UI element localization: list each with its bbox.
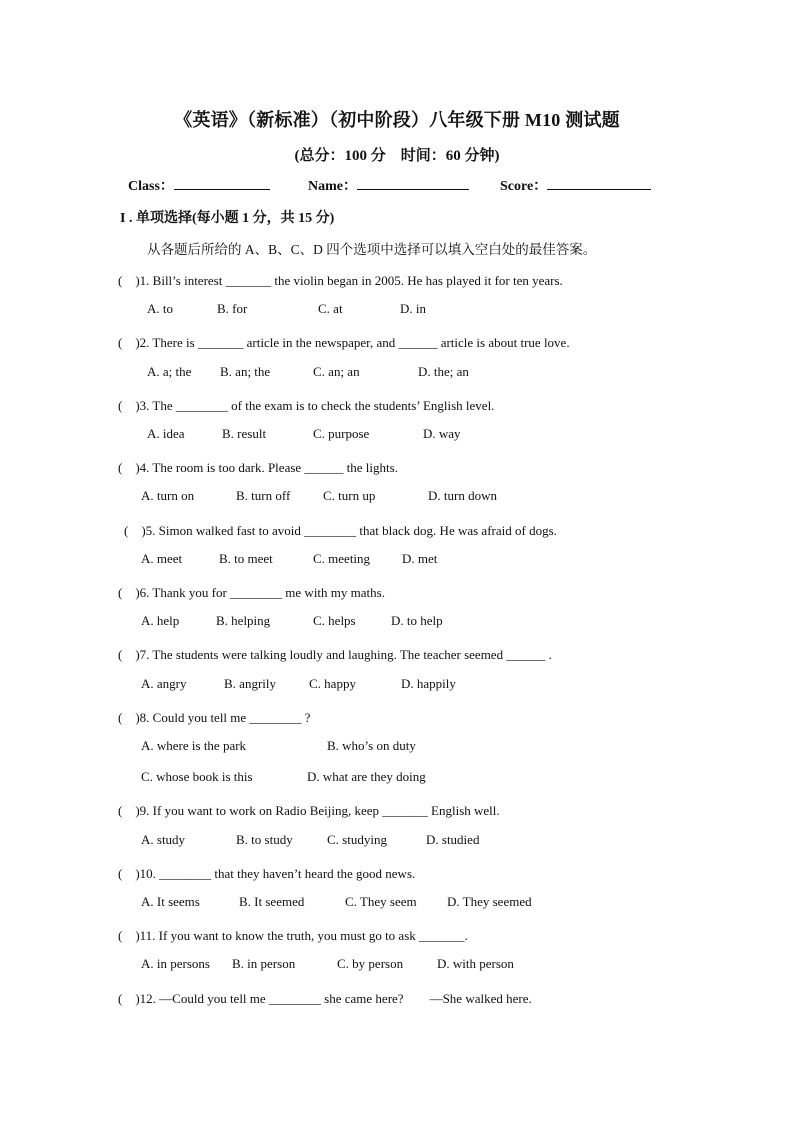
option-d: D. way [423,426,461,441]
option-d: D. met [402,551,438,566]
option-c: C. helps [313,613,356,628]
question-2-stem: ( )2. There is _______ article in the newspaper, and ______ article is about true love. [118,335,570,350]
question-8-stem: ( )8. Could you tell me ________ ? [118,710,311,725]
score-field [500,175,651,195]
option-b: B. in person [232,956,296,971]
score-blank[interactable] [547,175,651,190]
option-b: B. turn off [236,488,291,503]
option-c: C. They seem [345,894,417,909]
option-a: A. study [141,832,186,847]
option-a: A. a; the [147,364,192,379]
option-c: C. by person [337,956,404,971]
option-c: C. at [318,301,343,316]
option-d: D. happily [401,676,456,691]
question-4-stem: ( )4. The room is too dark. Please ______ the lights. [118,460,398,475]
option-b: B. result [222,426,267,441]
option-a: A. where is the park [141,738,247,753]
option-d: D. in [400,301,426,316]
option-d: D. with person [437,956,514,971]
score-label: Score： [500,179,548,194]
option-a: A. to [147,301,173,316]
page-title: 《英语》（新标准）（初中阶段）八年级下册 M10 测试题 [174,110,620,130]
question-9-stem: ( )9. If you want to work on Radio Beijing, keep _______ English well. [118,803,500,818]
option-d: D. They seemed [447,894,532,909]
option-c: C. an; an [313,364,360,379]
class-field [128,175,270,195]
question-11-stem: ( )11. If you want to know the truth, you must go to ask _______. [118,928,468,943]
option-b: B. helping [216,613,271,628]
option-b: B. to study [236,832,293,847]
option-d: D. studied [426,832,480,847]
option-d: D. to help [391,613,443,628]
option-a: A. turn on [141,488,195,503]
option-a: A. It seems [141,894,200,909]
question-12-stem: ( )12. —Could you tell me ________ she came here? —She walked here. [118,991,532,1006]
option-d: D. the; an [418,364,469,379]
option-b: B. It seemed [239,894,305,909]
question-5-stem: ( )5. Simon walked fast to avoid ________ that black dog. He was afraid of dogs. [124,523,557,538]
option-c: C. turn up [323,488,376,503]
option-b: B. angrily [224,676,276,691]
question-6-stem: ( )6. Thank you for ________ me with my maths. [118,585,385,600]
question-10-stem: ( )10. ________ that they haven’t heard the good news. [118,866,416,881]
question-1-stem: ( )1. Bill’s interest _______ the violin began in 2005. He has played it for ten years. [118,273,563,288]
option-a: A. help [141,613,180,628]
option-a: A. angry [141,676,187,691]
option-b: B. for [217,301,248,316]
option-c: C. whose book is this [141,769,253,784]
name-field [308,175,469,195]
option-a: A. meet [141,551,183,566]
name-blank[interactable] [357,175,469,190]
option-c: C. meeting [313,551,371,566]
name-label: Name： [308,179,357,194]
option-b: B. to meet [219,551,273,566]
option-d: D. what are they doing [307,769,426,784]
option-b: B. who’s on duty [327,738,416,753]
option-c: C. purpose [313,426,370,441]
class-blank[interactable] [174,175,270,190]
option-b: B. an; the [220,364,271,379]
page-subtitle: (总分：100 分 时间：60 分钟) [294,148,500,164]
option-c: C. happy [309,676,356,691]
option-a: A. in persons [141,956,210,971]
section-heading: I . 单项选择(每小题 1 分，共 15 分) [120,211,335,226]
section-instruction: 从各题后所给的 A、B、C、D 四个选项中选择可以填入空白处的最佳答案。 [147,242,597,257]
option-d: D. turn down [428,488,497,503]
question-3-stem: ( )3. The ________ of the exam is to check the students’ English level. [118,398,495,413]
class-label: Class： [128,179,174,194]
option-c: C. studying [327,832,387,847]
option-a: A. idea [147,426,185,441]
question-7-stem: ( )7. The students were talking loudly and laughing. The teacher seemed ______ . [118,647,552,662]
